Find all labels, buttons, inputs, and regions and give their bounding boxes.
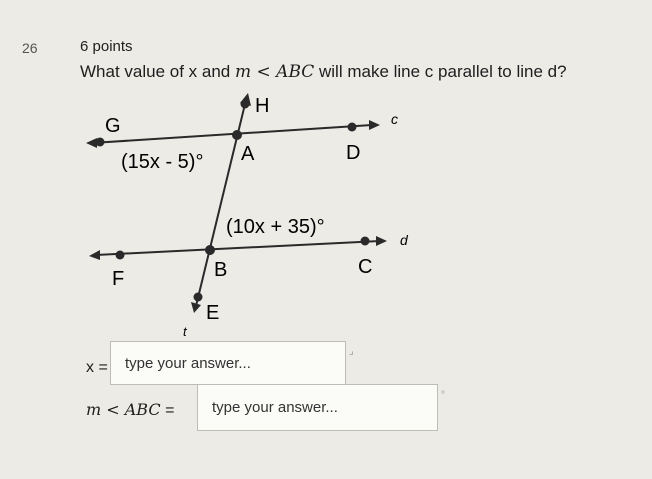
point-e (194, 293, 203, 302)
prompt-suffix: will make line c parallel to line d? (319, 62, 567, 81)
point-b (205, 245, 215, 255)
abc-answer-math: m < ABC (86, 400, 161, 419)
label-b: B (214, 259, 228, 281)
abc-answer-label (86, 400, 174, 420)
label-line-t: t (183, 324, 187, 339)
line-d-right-arrow (376, 236, 387, 246)
label-c: C (358, 256, 373, 278)
point-h (241, 100, 250, 109)
point-f (116, 251, 125, 260)
line-c-left-arrow (86, 138, 97, 148)
label-a: A (241, 143, 255, 165)
resize-handle-icon: ⌟ (349, 346, 354, 357)
line-c (92, 125, 372, 143)
resize-handle-icon: ° (441, 390, 445, 401)
x-answer-label: x = (86, 359, 108, 376)
line-d (96, 241, 380, 255)
point-c (361, 237, 370, 246)
label-line-d: d (400, 232, 408, 248)
angle-label-b: (10x + 35)° (226, 216, 325, 238)
point-g (96, 138, 105, 147)
line-t-bottom-arrow (191, 302, 201, 313)
abc-answer-equals: = (165, 402, 175, 419)
question-number: 26 (22, 40, 38, 56)
label-h: H (255, 95, 270, 117)
label-f: F (112, 268, 125, 290)
prompt-math: m < ABC (235, 62, 315, 82)
point-d (348, 123, 357, 132)
label-line-c: c (391, 111, 398, 127)
point-a (232, 130, 242, 140)
label-d: D (346, 142, 361, 164)
line-c-right-arrow (369, 120, 380, 130)
abc-answer-input[interactable]: type your answer... (197, 384, 438, 431)
x-answer-input[interactable]: type your answer... (110, 341, 346, 385)
angle-label-a: (15x - 5)° (121, 151, 204, 173)
label-g: G (105, 115, 121, 137)
points-label: 6 points (80, 38, 133, 55)
line-d-left-arrow (89, 250, 100, 260)
label-e: E (206, 302, 220, 324)
prompt-prefix: What value of x and (80, 62, 231, 81)
